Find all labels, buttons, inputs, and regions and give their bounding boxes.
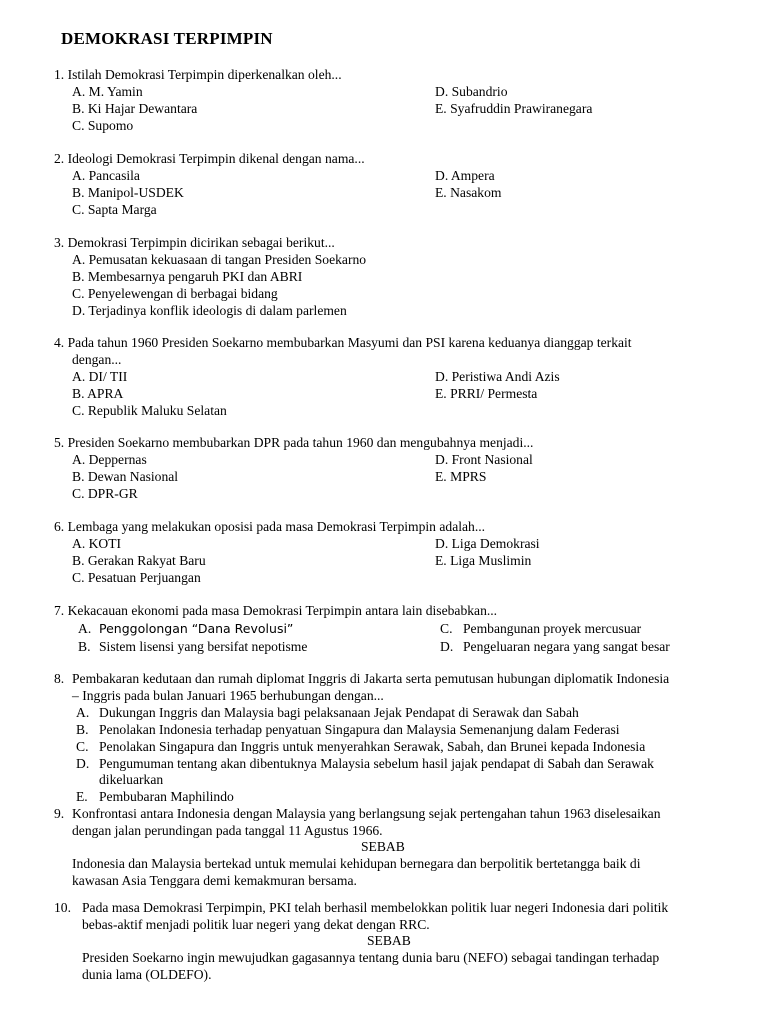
- reason-line-2: kawasan Asia Tenggara demi kemakmuran bersama.: [72, 873, 357, 888]
- option-c: C. Sapta Marga: [72, 202, 157, 217]
- option-a-letter: A.: [76, 705, 90, 720]
- option-e: E. MPRS: [435, 469, 487, 484]
- option-c: C. Republik Maluku Selatan: [72, 403, 227, 418]
- option-c: C. Pesatuan Perjuangan: [72, 570, 201, 585]
- question-stem: 5. Presiden Soekarno membubarkan DPR pada tahun 1960 dan mengubahnya menjadi...: [54, 435, 534, 450]
- option-d-line-1: Pengumuman tentang akan dibentuknya Malaysia sebelum hasil jajak pendapat di Sabah dan Serawak: [99, 756, 654, 771]
- question-stem-line-1: Konfrontasi antara Indonesia dengan Malaysia yang berlangsung sejak pertengahan tahun 1963 diselesaikan: [72, 806, 661, 821]
- sebab-label: SEBAB: [361, 839, 405, 854]
- option-a: Dukungan Inggris dan Malaysia bagi pelaksanaan Jejak Pendapat di Serawak dan Sabah: [99, 705, 579, 720]
- question-stem: 7. Kekacauan ekonomi pada masa Demokrasi Terpimpin antara lain disebabkan...: [54, 603, 498, 618]
- option-a: A. Pancasila: [72, 168, 140, 183]
- option-d: D. Terjadinya konflik ideologis di dalam parlemen: [72, 303, 347, 318]
- page-title: DEMOKRASI TERPIMPIN: [61, 29, 273, 48]
- option-a: A. M. Yamin: [72, 84, 143, 99]
- option-b: Sistem lisensi yang bersifat nepotisme: [99, 639, 308, 654]
- reason-line-1: Indonesia dan Malaysia bertekad untuk memulai kehidupan bernegara dan berpolitik bertetangga baik di: [72, 856, 641, 871]
- option-d: D. Subandrio: [435, 84, 508, 99]
- question-stem-line-1: Pembakaran kedutaan dan rumah diplomat Inggris di Jakarta serta pemutusan hubungan diplomatik Indonesia: [72, 671, 670, 686]
- option-e-letter: E.: [76, 789, 88, 804]
- option-b: B. Manipol-USDEK: [72, 185, 184, 200]
- option-a: A. Pemusatan kekuasaan di tangan Presiden Soekarno: [72, 252, 367, 267]
- question-number: 9.: [54, 806, 65, 821]
- option-b: B. Gerakan Rakyat Baru: [72, 553, 206, 568]
- question-stem: 6. Lembaga yang melakukan oposisi pada masa Demokrasi Terpimpin adalah...: [54, 519, 486, 534]
- option-a: A. KOTI: [72, 536, 122, 551]
- option-e: Pembubaran Maphilindo: [99, 789, 234, 804]
- option-b: Penolakan Indonesia terhadap penyatuan Singapura dan Malaysia Semenanjung dalam Federasi: [99, 722, 620, 737]
- option-b: B. Ki Hajar Dewantara: [72, 101, 198, 116]
- option-d: D. Liga Demokrasi: [435, 536, 540, 551]
- option-c: C. Supomo: [72, 118, 134, 133]
- option-d: D. Peristiwa Andi Azis: [435, 369, 560, 384]
- question-stem-line-2: dengan...: [72, 352, 122, 367]
- option-a: Penggolongan “Dana Revolusi”: [99, 621, 294, 636]
- question-number: 10.: [54, 900, 71, 915]
- option-d: Pengeluaran negara yang sangat besar: [463, 639, 670, 654]
- option-c: Penolakan Singapura dan Inggris untuk menyerahkan Serawak, Sabah, dan Brunei kepada Indonesia: [99, 739, 646, 754]
- option-b: B. Dewan Nasional: [72, 469, 179, 484]
- question-stem-line-1: Pada masa Demokrasi Terpimpin, PKI telah berhasil membelokkan politik luar negeri Indonesia dari politik: [82, 900, 669, 915]
- question-stem: 1. Istilah Demokrasi Terpimpin diperkenalkan oleh...: [54, 67, 342, 82]
- sebab-label: SEBAB: [367, 933, 411, 948]
- question-stem-line-1: 4. Pada tahun 1960 Presiden Soekarno membubarkan Masyumi dan PSI karena keduanya dianggap terkait: [54, 335, 632, 350]
- question-stem-line-2: – Inggris pada bulan Januari 1965 berhubungan dengan...: [72, 688, 384, 703]
- question-stem: 2. Ideologi Demokrasi Terpimpin dikenal dengan nama...: [54, 151, 365, 166]
- option-b-letter: B.: [78, 639, 91, 654]
- option-d-letter: D.: [76, 756, 90, 771]
- option-b: B. Membesarnya pengaruh PKI dan ABRI: [72, 269, 303, 284]
- option-c-letter: C.: [76, 739, 89, 754]
- option-d-line-2: dikeluarkan: [99, 772, 164, 787]
- question-stem: 3. Demokrasi Terpimpin dicirikan sebagai berikut...: [54, 235, 335, 250]
- option-b: B. APRA: [72, 386, 124, 401]
- option-a-letter: A.: [78, 621, 92, 636]
- option-e: E. PRRI/ Permesta: [435, 386, 538, 401]
- question-stem-line-2: bebas-aktif menjadi politik luar negeri yang dekat dengan RRC.: [82, 917, 430, 932]
- option-d: D. Ampera: [435, 168, 495, 183]
- option-a: A. DI/ TII: [72, 369, 128, 384]
- option-c: C. DPR-GR: [72, 486, 138, 501]
- option-e: E. Nasakom: [435, 185, 502, 200]
- option-e: E. Liga Muslimin: [435, 553, 532, 568]
- option-c: C. Penyelewengan di berbagai bidang: [72, 286, 278, 301]
- option-c-letter: C.: [440, 621, 453, 636]
- option-c: Pembangunan proyek mercusuar: [463, 621, 642, 636]
- option-a: A. Deppernas: [72, 452, 147, 467]
- option-d: D. Front Nasional: [435, 452, 533, 467]
- option-e: E. Syafruddin Prawiranegara: [435, 101, 593, 116]
- question-stem-line-2: dengan jalan perundingan pada tanggal 11 Agustus 1966.: [72, 823, 383, 838]
- option-b-letter: B.: [76, 722, 89, 737]
- reason-line-1: Presiden Soekarno ingin mewujudkan gagasannya tentang dunia baru (NEFO) sebagai tandingan terhadap: [82, 950, 660, 965]
- reason-line-2: dunia lama (OLDEFO).: [82, 967, 212, 982]
- option-d-letter: D.: [440, 639, 454, 654]
- question-number: 8.: [54, 671, 65, 686]
